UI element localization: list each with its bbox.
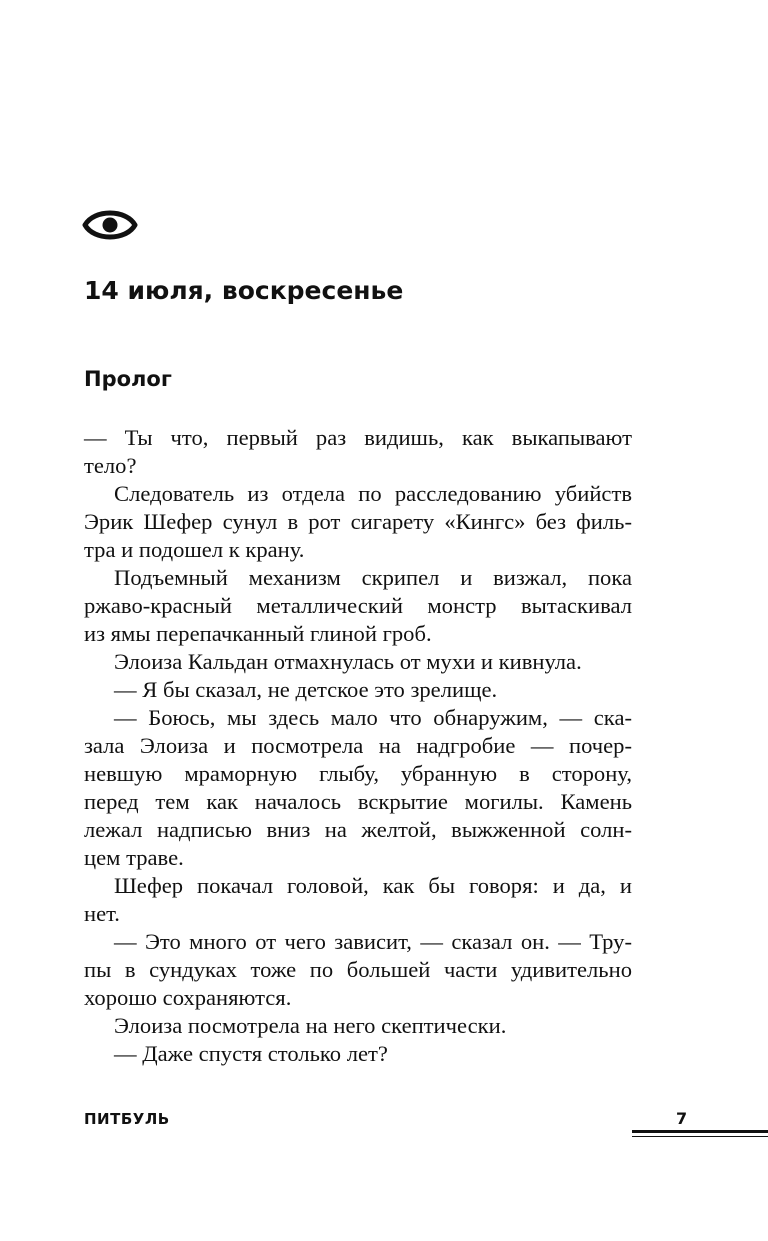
text-line: ржаво-красный металлический монстр вытаскивал [84, 593, 632, 618]
text-line: — Боюсь, мы здесь мало что обнаружим, — ска- [114, 705, 632, 730]
text-line: пы в сундуках тоже по большей части удивительно [84, 957, 632, 982]
chapter-date: 14 июля, воскресенье [84, 276, 404, 305]
text-line: нет. [84, 901, 120, 926]
chapter-title: Пролог [84, 367, 172, 391]
body-text [84, 424, 632, 1068]
text-line: Эрик Шефер сунул в рот сигарету «Кингс» без филь- [84, 509, 632, 534]
book-title: ПИТБУЛЬ [84, 1110, 170, 1128]
text-line: Шефер покачал головой, как бы говоря: и да, и [114, 873, 632, 898]
text-line: тело? [84, 453, 137, 478]
text-line: Следователь из отдела по расследованию убийств [114, 481, 632, 506]
text-line: — Это много от чего зависит, — сказал он. — Тру- [114, 929, 632, 954]
text-line: зала Элоиза и посмотрела на надгробие — почер- [84, 733, 632, 758]
footer-rule-thin [632, 1136, 768, 1137]
text-line: хорошо сохраняются. [84, 985, 292, 1010]
text-line: из ямы перепачканный глиной гроб. [84, 621, 432, 646]
text-line: цем траве. [84, 845, 184, 870]
text-line: Подъемный механизм скрипел и визжал, пока [114, 565, 632, 590]
text-line: перед тем как началось вскрытие могилы. Камень [84, 789, 632, 814]
text-line: Элоиза Кальдан отмахнулась от мухи и кивнула. [114, 649, 582, 674]
text-line: — Я бы сказал, не детское это зрелище. [114, 677, 498, 702]
text-line: тра и подошел к крану. [84, 537, 305, 562]
eye-icon [82, 202, 138, 248]
text-line: лежал надписью вниз на желтой, выжженной солн- [84, 817, 632, 842]
text-line: — Даже спустя столько лет? [114, 1041, 388, 1066]
text-line: — Ты что, первый раз видишь, как выкапывают [84, 425, 632, 450]
text-line: невшую мраморную глыбу, убранную в сторону, [84, 761, 632, 786]
text-line: Элоиза посмотрела на него скептически. [114, 1013, 507, 1038]
page-number: 7 [676, 1109, 688, 1128]
footer-rule [632, 1130, 768, 1133]
